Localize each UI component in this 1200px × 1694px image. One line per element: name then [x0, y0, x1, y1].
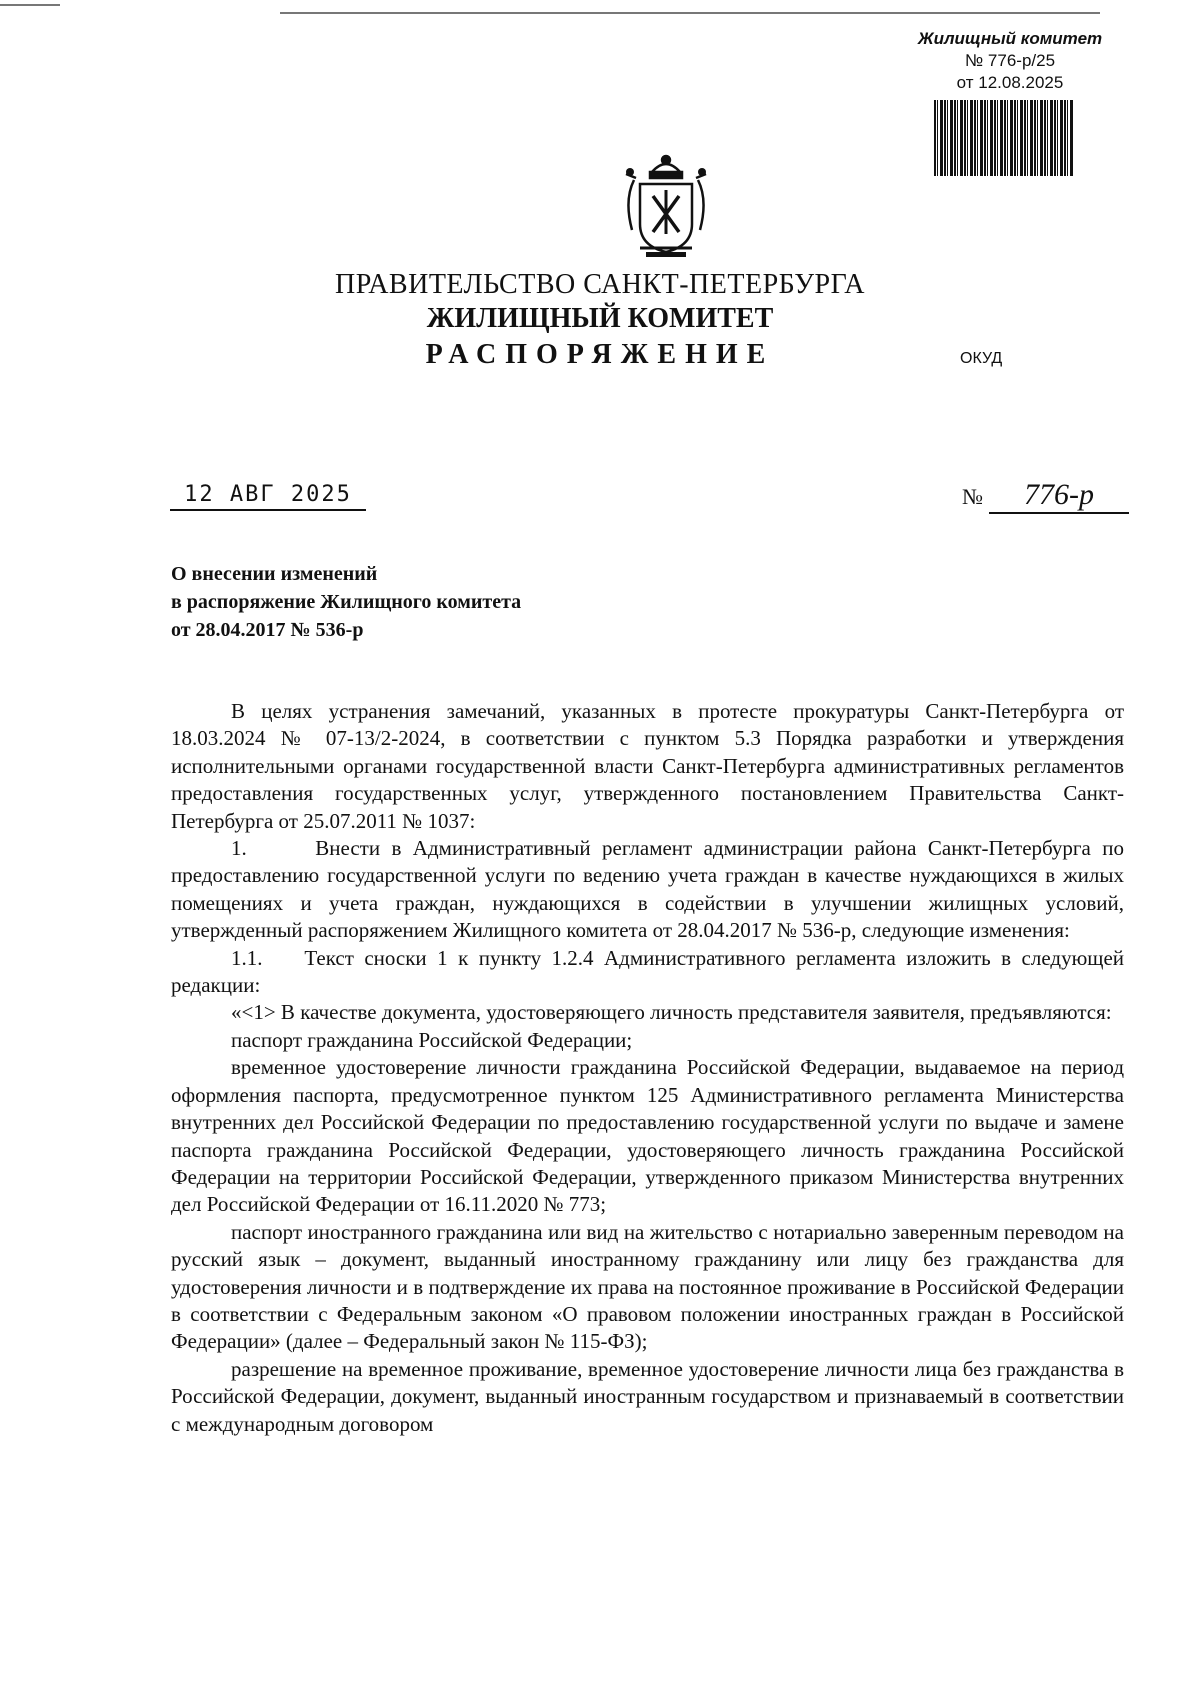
government-name: ПРАВИТЕЛЬСТВО САНКТ-ПЕТЕРБУРГА	[335, 269, 865, 300]
barcode	[934, 100, 1074, 176]
body-paragraph: разрешение на временное проживание, временное удостоверение личности лица без гражданства в Российской Федерации, документ, выданный иностранным государством и признаваемый в соответствии с международным договором	[171, 1356, 1124, 1436]
number-value: 776-р	[989, 478, 1129, 514]
document-body	[171, 698, 1124, 1438]
subject-line: от 28.04.2017 № 536-р	[171, 619, 364, 641]
number-sign: №	[962, 484, 983, 509]
registration-stamp	[900, 28, 1120, 94]
coat-of-arms-icon	[620, 150, 712, 262]
stamp-number: № 776-р/25	[964, 51, 1056, 70]
document-date: 12 АВГ 2025	[170, 482, 366, 511]
body-paragraph: В целях устранения замечаний, указанных в протесте прокуратуры Санкт-Петербурга от 18.03.2024 № 07-13/2-2024, в соответствии с пунктом 5.3 Порядка разработки и утверждения исполнительными органами государственной власти Санкт-Петербурга административных регламентов предоставления государственных услуг, утвержденного постановлением Правительства Санкт-Петербурга от 25.07.2011 № 1037:	[171, 699, 1124, 833]
stamp-org: Жилищный комитет	[917, 29, 1103, 48]
committee-name: ЖИЛИЩНЫЙ КОМИТЕТ	[426, 303, 774, 334]
okud-label: ОКУД	[960, 350, 1003, 367]
scan-edge-line	[0, 4, 60, 6]
document-subject	[171, 560, 671, 644]
document-type: РАСПОРЯЖЕНИЕ	[425, 339, 775, 370]
body-paragraph: паспорт иностранного гражданина или вид на жительство с нотариально заверенным переводом на русский язык – документ, выданный иностранному гражданину или лицу без гражданства для удостоверения личности и в подтверждение их права на постоянное проживание в Российской Федерации в соответствии с Федеральным законом «О правовом положении иностранных граждан в Российской Федерации» (далее – Федеральный закон № 115-ФЗ);	[171, 1219, 1124, 1354]
scan-edge-line	[280, 12, 1100, 14]
body-paragraph: 1.1. Текст сноски 1 к пункту 1.2.4 Административного регламента изложить в следующей редакции:	[171, 945, 1124, 998]
document-number	[962, 478, 1129, 514]
body-paragraph: 1. Внести в Административный регламент администрации района Санкт-Петербурга по предоставлению государственной услуги по ведению учета граждан в качестве нуждающихся в жилых помещениях и учета граждан, нуждающихся в содействии в улучшении жилищных условий, утвержденный распоряжением Жилищного комитета от 28.04.2017 № 536-р, следующие изменения:	[171, 836, 1124, 943]
subject-line: О внесении изменений	[171, 563, 378, 585]
stamp-date: от 12.08.2025	[956, 73, 1064, 92]
body-paragraph: «<1> В качестве документа, удостоверяющего личность представителя заявителя, предъявляются:	[231, 1000, 1112, 1025]
body-paragraph: временное удостоверение личности гражданина Российской Федерации, выдаваемое на период оформления паспорта, предусмотренное пунктом 125 Административного регламента Министерства внутренних дел Российской Федерации по предоставлению государственной услуги по выдаче и замене паспорта гражданина Российской Федерации, удостоверяющего личность гражданина Российской Федерации на территории Российской Федерации, утвержденного приказом Министерства внутренних дел Российской Федерации от 16.11.2020 № 773;	[171, 1055, 1124, 1217]
subject-line: в распоряжение Жилищного комитета	[171, 591, 522, 613]
body-paragraph: паспорт гражданина Российской Федерации;	[231, 1027, 633, 1052]
document-header	[260, 268, 940, 374]
